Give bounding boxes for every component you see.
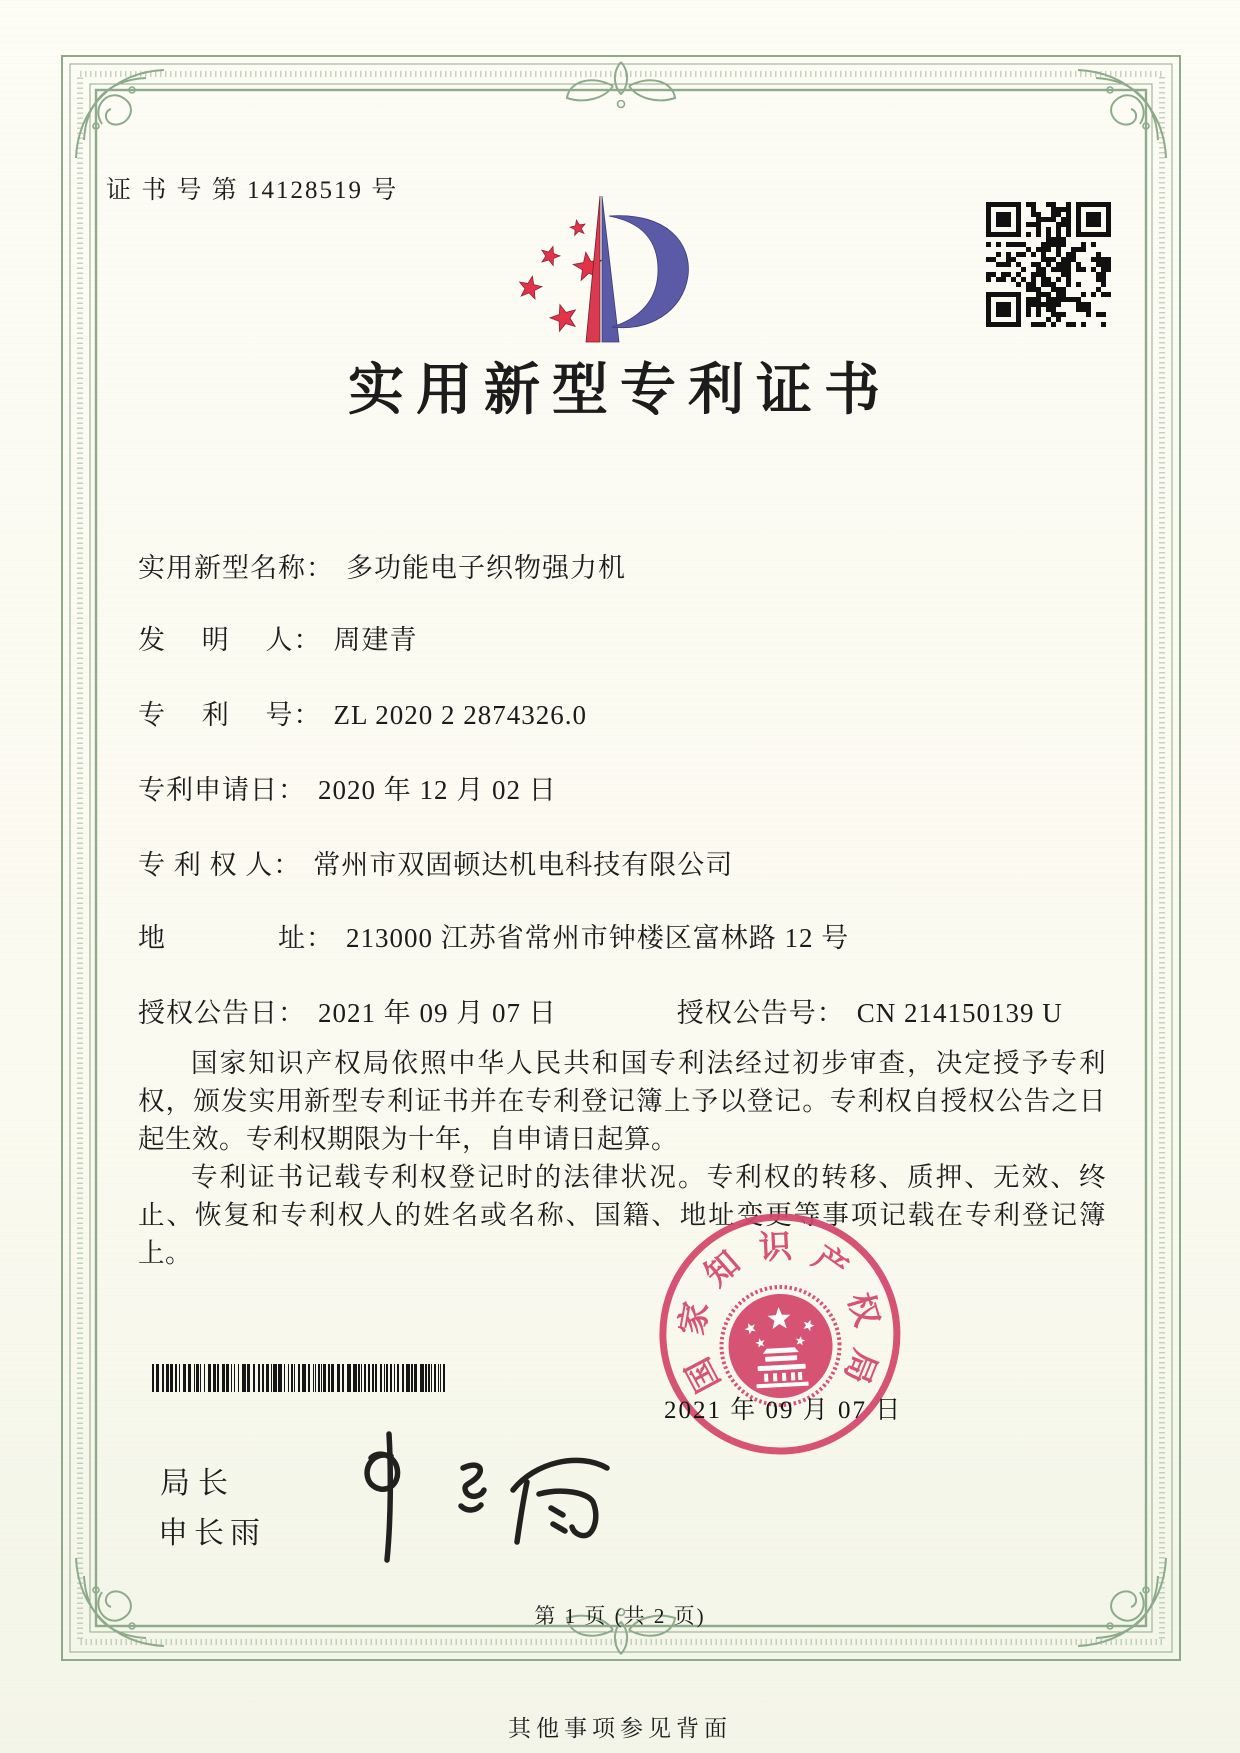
svg-text:识: 识: [757, 1229, 793, 1267]
field-value: ZL 2020 2 2874326.0: [333, 700, 587, 730]
field-row-patentee: [138, 843, 733, 882]
director-title: 局长: [160, 1467, 236, 1500]
signature-stroke: [517, 1482, 527, 1542]
field-row-patent-number: [138, 693, 587, 732]
barcode-icon: [152, 1364, 448, 1392]
signature-stroke: [461, 1505, 481, 1510]
cnipa-logo-icon: [500, 190, 715, 352]
grant-number-label: 授权公告号：: [676, 998, 845, 1028]
field-row-filing-date: [138, 768, 557, 807]
body-paragraph-1: 国家知识产权局依照中华人民共和国专利法经过初步审查，决定授予专利权，颁发实用新型专利证书并在专利登记簿上予以登记。专利权自授权公告之日起生效。专利权期限为十年，自申请日起算。: [138, 1048, 1106, 1154]
page-number: 第 1 页 (共 2 页): [534, 1604, 706, 1628]
certificate-number: 证 书 号 第 14128519 号: [106, 177, 399, 204]
field-label: 地 址：: [138, 923, 334, 953]
back-side-note: 其他事项参见背面: [508, 1716, 732, 1741]
handwritten-signature-icon: [345, 1428, 635, 1573]
grant-date-label: 授权公告日：: [138, 998, 306, 1028]
svg-text:家: 家: [674, 1299, 716, 1338]
field-label: 发 明 人：: [138, 625, 322, 655]
seal-date: 2021 年 09 月 07 日: [664, 1397, 903, 1424]
grant-date-value: 2021 年 09 月 07 日: [318, 998, 557, 1028]
field-label: 专利申请日：: [138, 775, 306, 805]
field-label: 实用新型名称：: [138, 553, 334, 583]
qr-code-icon: [986, 202, 1111, 327]
grant-number-value: CN 214150139 U: [856, 998, 1063, 1028]
svg-text:知: 知: [698, 1245, 748, 1294]
field-value: 周建青: [333, 625, 418, 655]
field-label: 专 利 权 人：: [138, 850, 302, 880]
signature-stroke: [539, 1491, 596, 1535]
field-row-grant: [138, 991, 1063, 1030]
svg-text:局: 局: [836, 1344, 883, 1389]
field-value: 2020 年 12 月 02 日: [318, 775, 557, 805]
director-name: 申长雨: [158, 1517, 266, 1550]
svg-text:产: 产: [805, 1239, 854, 1289]
signature-stroke: [387, 1434, 390, 1560]
logo-p-curve: [609, 216, 688, 328]
field-value: 常州市双固顿达机电科技有限公司: [313, 850, 734, 880]
certificate-title: 实用新型专利证书: [348, 360, 892, 422]
field-row-utility-name: [138, 546, 626, 585]
svg-text:权: 权: [840, 1288, 885, 1331]
field-row-address: [138, 916, 849, 955]
field-value: 213000 江苏省常州市钟楼区富林路 12 号: [346, 923, 850, 953]
official-seal: [643, 1199, 916, 1472]
signature-stroke: [463, 1465, 484, 1496]
svg-text:国: 国: [680, 1351, 728, 1398]
field-value: 多功能电子织物强力机: [346, 553, 626, 583]
body-paragraph-2: 专利证书记载专利权登记时的法律状况。专利权的转移、质押、无效、终止、恢复和专利权人的姓名或名称、国籍、地址变更等事项记载在专利登记簿上。: [138, 1162, 1106, 1268]
field-label: 专 利 号：: [138, 700, 322, 730]
field-row-inventor: [138, 618, 418, 657]
signature-stroke: [551, 1508, 565, 1531]
